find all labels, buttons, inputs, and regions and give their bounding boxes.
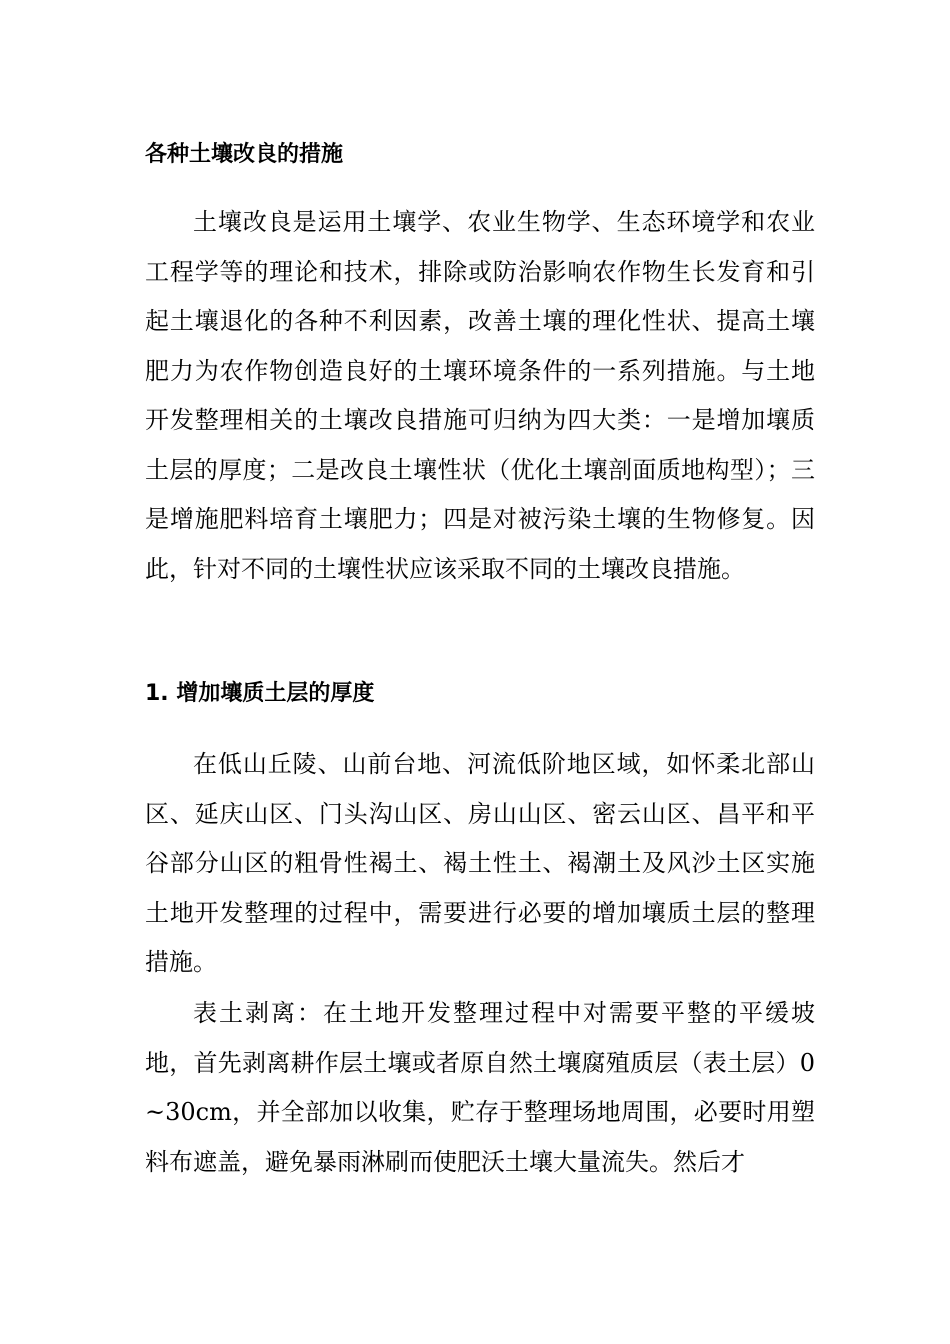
document-title: 各种土壤改良的措施	[145, 142, 344, 167]
section-paragraph: 表土剥离：在土地开发整理过程中对需要平整的平缓坡地，首先剥离耕作层土壤或者原自然土壤腐殖质层（表土层）0~30cm，并全部加以收集，贮存于整理场地周围，必要时用塑料布遮盖，避免暴雨淋刷而使肥沃土壤大量流失。然后才	[145, 999, 815, 1176]
section-heading: 1. 增加壤质土层的厚度	[145, 681, 375, 706]
section-paragraph: 在低山丘陵、山前台地、河流低阶地区域，如怀柔北部山区、延庆山区、门头沟山区、房山山区、密云山区、昌平和平谷部分山区的粗骨性褐土、褐土性土、褐潮土及风沙土区实施土地开发整理的过程中，需要进行必要的增加壤质土层的整理措施。	[145, 750, 815, 976]
intro-paragraph: 土壤改良是运用土壤学、农业生物学、生态环境学和农业工程学等的理论和技术，排除或防治影响农作物生长发育和引起土壤退化的各种不利因素，改善土壤的理化性状、提高土壤肥力为农作物创造良好的土壤环境条件的一系列措施。与土地开发整理相关的土壤改良措施可归纳为四大类：一是增加壤质土层的厚度；二是改良土壤性状（优化土壤剖面质地构型）；三是增施肥料培育土壤肥力；四是对被污染土壤的生物修复。因此，针对不同的土壤性状应该采取不同的土壤改良措施。	[145, 208, 815, 583]
